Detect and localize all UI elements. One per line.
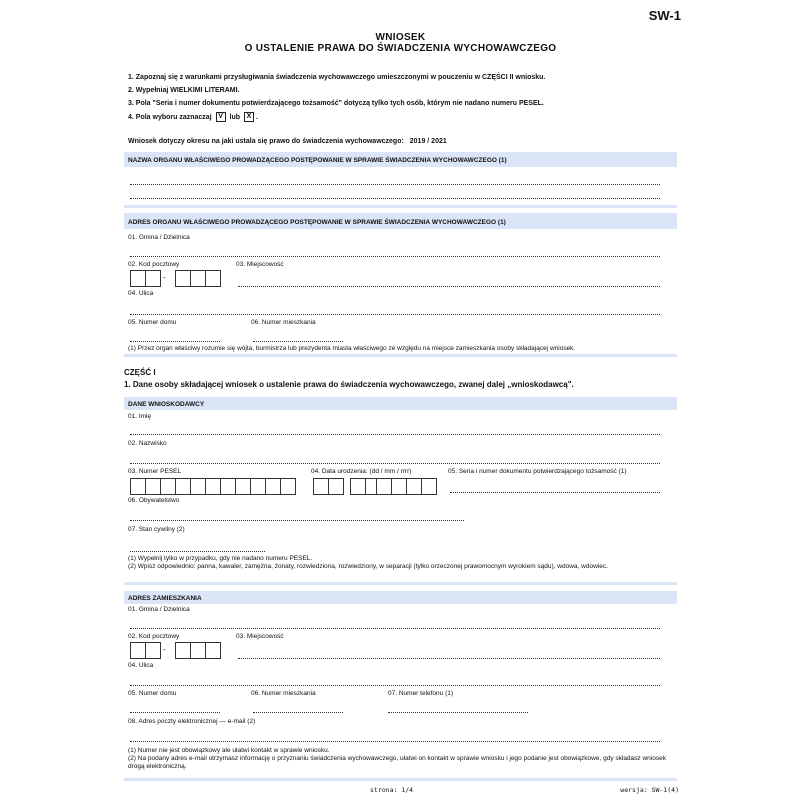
organ-kod-cells-b[interactable] xyxy=(175,270,220,287)
res-nr-mieszkania-label: 06. Numer mieszkania xyxy=(251,690,316,697)
nazwisko-field[interactable] xyxy=(130,463,660,464)
organ-kod-cells-a[interactable] xyxy=(130,270,160,287)
organ-ulica-field[interactable] xyxy=(130,314,660,315)
res-kod-label: 02. Kod pocztowy xyxy=(128,633,180,640)
instruction-4-or: lub xyxy=(229,113,241,121)
res-nr-domu-field[interactable] xyxy=(130,712,220,713)
pesel-label: 03. Numer PESEL xyxy=(128,468,182,475)
res-nr-domu-label: 05. Numer domu xyxy=(128,690,177,697)
res-kod-cells-b[interactable] xyxy=(175,642,220,659)
part1-heading: CZĘŚĆ I xyxy=(124,368,156,377)
instruction-4-text: 4. Pola wyboru zaznaczaj xyxy=(128,113,212,121)
checkbox-x-example: X xyxy=(244,112,254,122)
nazwisko-label: 02. Nazwisko xyxy=(128,440,167,447)
organ-miejscowosc-label: 03. Miejscowość xyxy=(236,261,284,268)
applicant-note-1: (1) Wypełnij tylko w przypadku, gdy nie nadano numeru PESEL. xyxy=(128,555,313,562)
organ-name-header: NAZWA ORGANU WŁAŚCIWEGO PROWADZĄCEGO POSTĘPOWANIE W SPRAWIE ŚWIADCZENIA WYCHOWAWCZEGO (1) xyxy=(128,157,507,164)
form-title: WNIOSEK xyxy=(375,32,426,43)
organ-miejscowosc-field[interactable] xyxy=(238,286,660,287)
residence-note-1: (1) Numer nie jest obowiązkowy ale ułatwi kontakt w sprawie wniosku. xyxy=(128,747,330,754)
pesel-cells[interactable] xyxy=(130,478,295,495)
instruction-1: 1. Zapoznaj się z warunkami przysługiwania świadczenia wychowawczego umieszczonymi w pouczeniu w CZĘŚCI II wniosku. xyxy=(128,74,546,81)
period-value: 2019 / 2021 xyxy=(409,138,447,145)
res-gmina-field[interactable] xyxy=(130,628,660,629)
imie-field[interactable] xyxy=(130,434,660,435)
res-gmina-label: 01. Gmina / Dzielnica xyxy=(128,606,190,613)
obywatelstwo-label: 06. Obywatelstwo xyxy=(128,497,180,504)
form-subtitle: O USTALENIE PRAWA DO ŚWIADCZENIA WYCHOWAWCZEGO xyxy=(244,43,557,54)
organ-name-field-2[interactable] xyxy=(130,198,660,199)
organ-nr-mieszkania-label: 06. Numer mieszkania xyxy=(251,319,316,326)
applicant-note-2: (2) Wpisz odpowiednio: panna, kawaler, zamężna, żonaty, rozwiedziona, rozwiedziony, w separacji (tylko orzeczonej prawomocnym wyrokiem sądu), wdowa, wdowiec. xyxy=(128,563,608,570)
instruction-4: 4. Pola wyboru zaznaczaj V lub X . xyxy=(128,113,258,121)
organ-nr-mieszkania-field[interactable] xyxy=(253,341,343,342)
seria-label: 05. Seria i numer dokumentu potwierdzającego tożsamość (1) xyxy=(448,468,627,475)
form-page: SW-1 WNIOSEK O USTALENIE PRAWA DO ŚWIADCZENIA WYCHOWAWCZEGO 1. Zapoznaj się z warunkami przysługiwania świadczenia wychowawczego umieszczonymi w pouczeniu w CZĘŚCI II wniosku. 2. Wypełniaj WIELKIMI LITERAMI. 3. Pola "Seria i numer dokumentu potwierdzającego tożsamość" dotyczą tylko tych osób, którym nie nadano numeru PESEL. 4. Pola wyboru zaznaczaj V lub X . Wniosek dotyczy okresu na jaki ustala się prawo do świadczenia wychowawczego: 2019 / 2021 NAZWA ORGANU WŁAŚCIWEGO PROWADZĄCEGO POSTĘPOWANIE W SPRAWIE ŚWIADCZENIA WYCHOWAWCZEGO (1) ADRES ORGANU WŁAŚCIWEGO PROWADZĄCEGO POSTĘPOWANIE W SPRAWIE ŚWIADCZENIA WYCHOWAWCZEGO (1) 01. Gmina / Dzielnica 02. Kod pocztowy - 03. Miejscowość 04. Ulica 05. Numer domu 06. Numer mieszkania (1) Przez organ właściwy rozumie się wójta, burmistrza lub prezydenta miasta właściwego ze względu na miejsce zamieszkania osoby składającej wniosek. CZĘŚĆ I 1. Dane osoby składającej wniosek o ustalenie prawa do świadczenia wychowawczego, zwanej dalej „wnioskodawcą". DANE WNIOSKODAWCY 01. Imię 02. Nazwisko 03. Numer PESEL 04. Data urodzenia: (dd / mm / rrrr) 05. Seria i numer dokumentu potwierdzającego tożsamość (1) 06. Obywatelstwo 07. Stan cywilny (2) (1) Wypełnij tylko w przypadku, gdy nie nadano numeru PESEL. (2) Wpisz odpowiednio: panna, kawaler, zamężna, żonaty, rozwiedziona, rozwiedziony, w separacji (tylko orzeczonej prawomocnym wyrokiem sądu), wdowa, wdowiec. ADRES ZAMIESZKANIA 01. Gmina / Dzielnica 02. Kod pocztowy - 03. Miejscowość 04. Ulica 05. Numer domu 06. Numer mieszkania 07. Numer telefonu (1) 08. Adres poczty elektronicznej — e-mail (2) (1) Numer nie jest obowiązkowy ale ułatwi kontakt w sprawie wniosku. (2) Na podany adres e-mail otrzymasz informację o przyznaniu świadczenia wychowawczego, ułatwi on kontakt w sprawie wniosku i jego podanie jest obowiązkowe, gdy składasz wniosek drogą elektroniczną. strona: 1/4 wersja: SW-1(4) xyxy=(118,0,683,800)
data-urodzenia-year[interactable] xyxy=(376,478,436,495)
stan-cywilny-label: 07. Stan cywilny (2) xyxy=(128,526,185,533)
instruction-3: 3. Pola "Seria i numer dokumentu potwierdzającego tożsamość" dotyczą tylko tych osób, którym nie nadano numeru PESEL. xyxy=(128,100,544,107)
form-version: wersja: SW-1(4) xyxy=(620,786,679,794)
res-kod-cells-a[interactable] xyxy=(130,642,160,659)
organ-name-field-1[interactable] xyxy=(130,184,660,185)
organ-gmina-label: 01. Gmina / Dzielnica xyxy=(128,234,190,241)
imie-label: 01. Imię xyxy=(128,413,152,420)
res-miejscowosc-field[interactable] xyxy=(238,658,660,659)
checkbox-v-example: V xyxy=(216,112,226,122)
res-ulica-label: 04. Ulica xyxy=(128,662,154,669)
organ-footnote: (1) Przez organ właściwy rozumie się wójta, burmistrza lub prezydenta miasta właściwego ze względu na miejsce zamieszkania osoby składającej wniosek. xyxy=(128,345,576,352)
stan-cywilny-field[interactable] xyxy=(130,551,265,552)
res-email-label: 08. Adres poczty elektronicznej — e-mail (2) xyxy=(128,718,256,725)
res-ulica-field[interactable] xyxy=(130,685,660,686)
page-number: strona: 1/4 xyxy=(370,786,414,794)
organ-ulica-label: 04. Ulica xyxy=(128,290,154,297)
organ-gmina-field[interactable] xyxy=(130,256,660,257)
form-code: SW-1 xyxy=(648,8,681,23)
data-urodzenia-day[interactable] xyxy=(313,478,343,495)
organ-address-header: ADRES ORGANU WŁAŚCIWEGO PROWADZĄCEGO POSTĘPOWANIE W SPRAWIE ŚWIADCZENIA WYCHOWAWCZEGO (1) xyxy=(128,219,506,226)
res-telefon-field[interactable] xyxy=(388,712,528,713)
res-nr-mieszkania-field[interactable] xyxy=(253,712,343,713)
organ-kod-label: 02. Kod pocztowy xyxy=(128,261,180,268)
period-label: Wniosek dotyczy okresu na jaki ustala się prawo do świadczenia wychowawczego: xyxy=(128,138,404,145)
seria-field[interactable] xyxy=(450,492,660,493)
residence-header: ADRES ZAMIESZKANIA xyxy=(128,595,202,602)
residence-note-2: (2) Na podany adres e-mail otrzymasz informację o przyznaniu świadczenia wychowawczego, ułatwi on kontakt w sprawie wniosku i jego podanie jest obowiązkowe, gdy składasz wniosek drogą elektroniczną. xyxy=(128,755,666,770)
organ-nr-domu-field[interactable] xyxy=(130,341,220,342)
res-email-field[interactable] xyxy=(130,741,660,742)
res-miejscowosc-label: 03. Miejscowość xyxy=(236,633,284,640)
obywatelstwo-field[interactable] xyxy=(130,520,464,521)
applicant-header: DANE WNIOSKODAWCY xyxy=(128,401,205,408)
period-row xyxy=(128,138,447,145)
res-telefon-label: 07. Numer telefonu (1) xyxy=(388,690,454,697)
organ-nr-domu-label: 05. Numer domu xyxy=(128,319,177,326)
part1-subheading: 1. Dane osoby składającej wniosek o ustalenie prawa do świadczenia wychowawczego, zwanej dalej „wnioskodawcą". xyxy=(124,380,574,389)
instruction-2: 2. Wypełniaj WIELKIMI LITERAMI. xyxy=(128,87,240,94)
data-urodzenia-label: 04. Data urodzenia: (dd / mm / rrrr) xyxy=(311,468,412,475)
